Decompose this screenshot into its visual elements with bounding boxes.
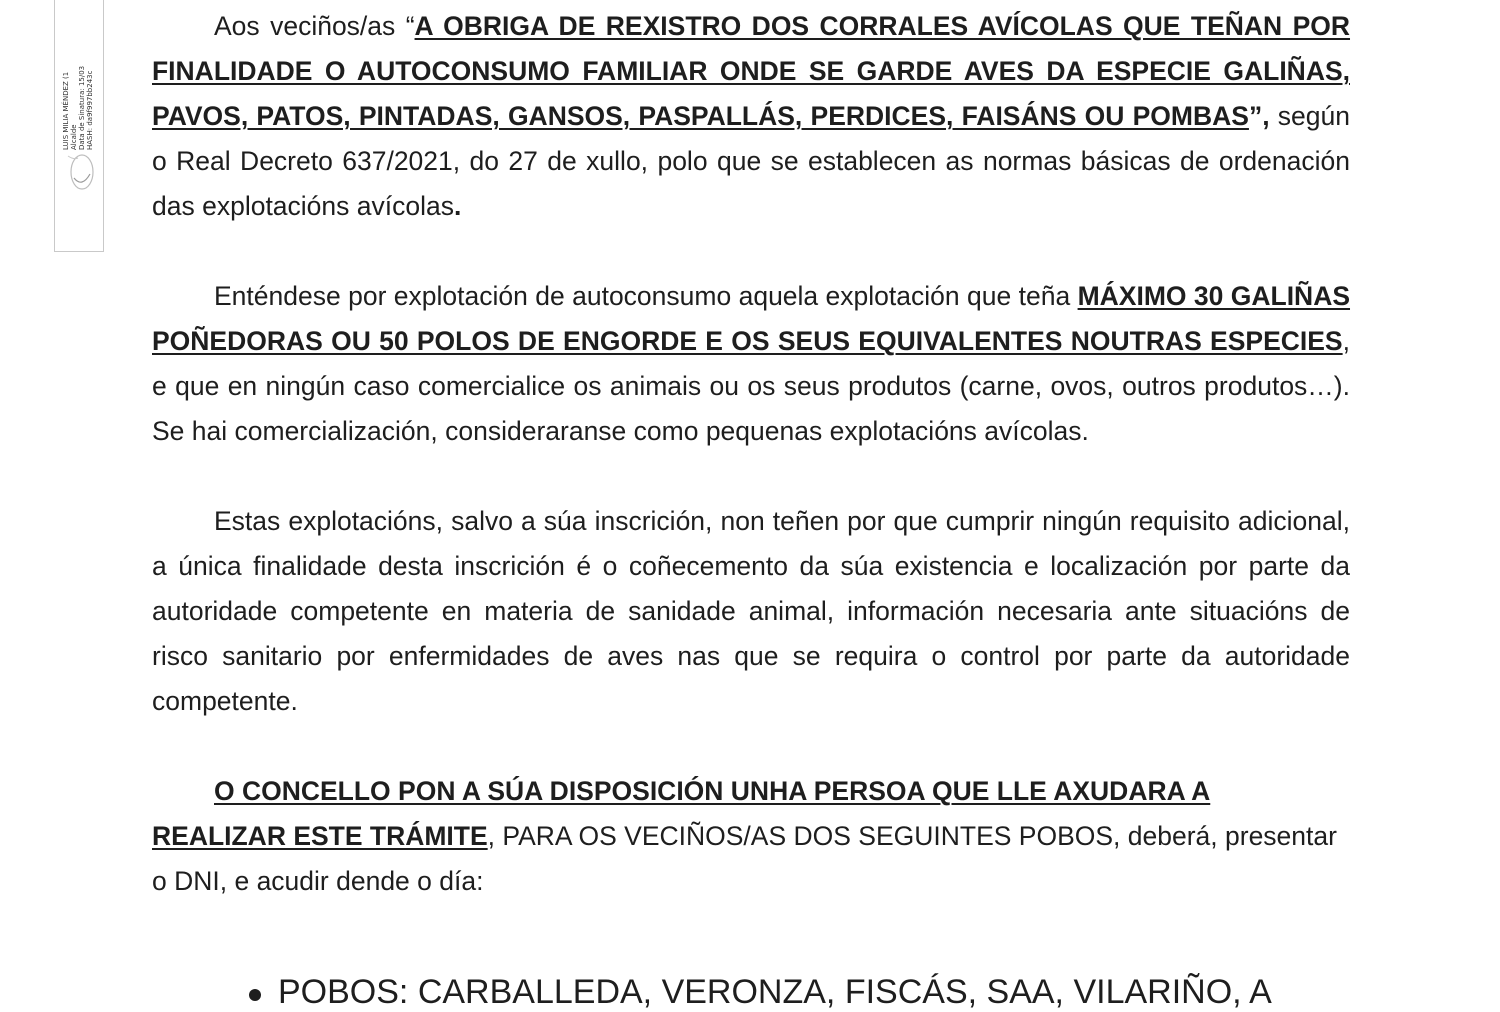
- signer-name: LUIS MILIA MÉNDEZ (1: [62, 71, 70, 150]
- document-body: [152, 0, 1350, 904]
- list-item: POBOS: CARBALLEDA, VERONZA, FISCÁS, SAA, VILARIÑO, A: [152, 972, 1272, 1012]
- paragraph-assistance: O CONCELLO PON A SÚA DISPOSICIÓN UNHA PERSOA QUE LLE AXUDARA A REALIZAR ESTE TRÁMITE, PARA OS VECIÑOS/AS DOS SEGUINTES POBOS, deberá, presentar o DNI, e acudir dende o día:: [152, 776, 1337, 896]
- signature-date: Data de Sinatura: 15/03: [78, 65, 86, 150]
- seal-icon: [60, 148, 100, 196]
- signer-role: Alcalde: [70, 124, 78, 150]
- assistance-highlight: O CONCELLO PON A SÚA DISPOSICIÓN UNHA PERSOA QUE LLE AXUDARA A REALIZAR ESTE TRÁMITE: [152, 776, 1211, 851]
- definition-highlight: MÁXIMO 30 GALIÑAS POÑEDORAS OU 50 POLOS DE ENGORDE E OS SEUS EQUIVALENTES NOUTRAS ESPECIES: [152, 281, 1351, 356]
- signature-stamp-text: [62, 66, 94, 150]
- villages-list: [152, 972, 1272, 1012]
- signature-hash: HASH: da9f997bb243c: [86, 70, 94, 150]
- paragraph-definition: Enténdese por explotación de autoconsumo aquela explotación que teña MÁXIMO 30 GALIÑAS POÑEDORAS OU 50 POLOS DE ENGORDE E OS SEUS EQUIVALENTES NOUTRAS ESPECIES, e que en ningún caso comercialice os animais ou os seus produtos (carne, ovos, outros produtos…). Se hai comercialización, consideraranse como pequenas explotacións avícolas.: [152, 281, 1351, 446]
- paragraph-requirements: Estas explotacións, salvo a súa inscrición, non teñen por que cumprir ningún requisito adicional, a única finalidade desta inscrición é o coñecemento da súa existencia e localización por parte da autoridade competente en materia de sanidade animal, información necesaria ante situacións de risco sanitario por enfermidades de aves nas que se requira o control por parte da autoridade competente.: [152, 506, 1350, 716]
- obligation-highlight: A OBRIGA DE REXISTRO DOS CORRALES AVÍCOLAS QUE TEÑAN POR FINALIDADE O AUTOCONSUMO FAMILIAR ONDE SE GARDE AVES DA ESPECIE GALIÑAS, PAVOS, PATOS, PINTADAS, GANSOS, PASPALLÁS, PERDICES, FAISÁNS OU POMBAS: [152, 11, 1351, 131]
- paragraph-obligation: Aos veciños/as “A OBRIGA DE REXISTRO DOS CORRALES AVÍCOLAS QUE TEÑAN POR FINALIDADE O AUTOCONSUMO FAMILIAR ONDE SE GARDE AVES DA ESPECIE GALIÑAS, PAVOS, PATOS, PINTADAS, GANSOS, PASPALLÁS, PERDICES, FAISÁNS OU POMBAS”, según o Real Decreto 637/2021, do 27 de xullo, polo que se establecen as normas básicas de ordenación das explotacións avícolas.: [152, 11, 1351, 221]
